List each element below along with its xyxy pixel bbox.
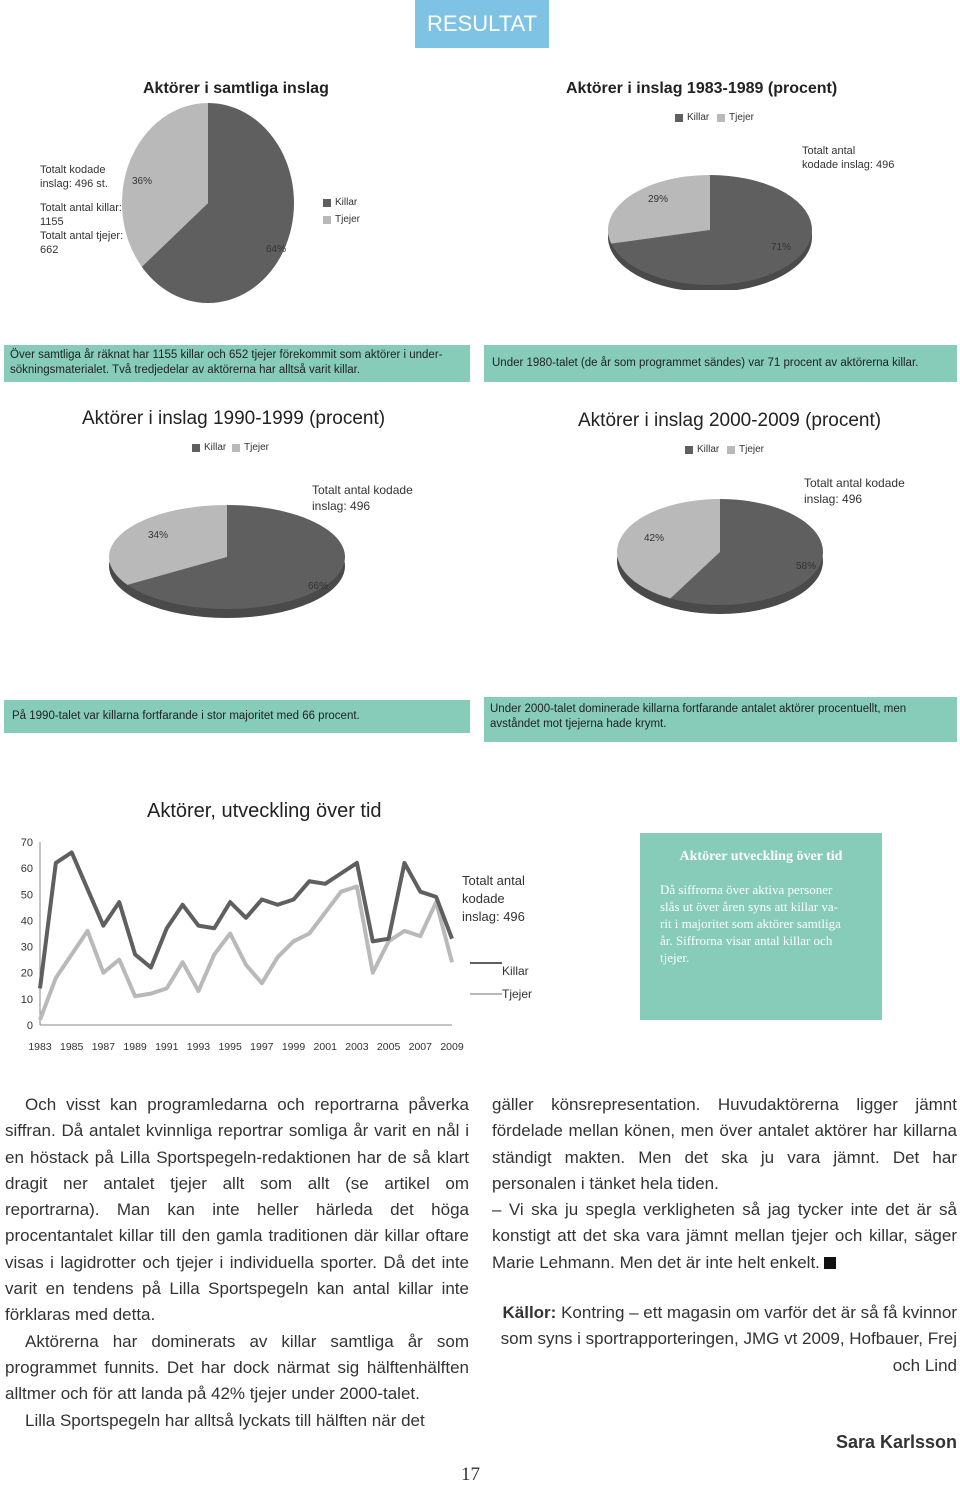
line-legend-swatch-tjejer: [470, 993, 502, 995]
caption-all-years: [4, 345, 470, 382]
pie3-info-line: Totalt antal kodade: [312, 483, 413, 497]
pie3-title: Aktörer i inslag 1990-1999 (procent): [82, 408, 386, 429]
pie2-info-line: Totalt antal: [802, 145, 856, 157]
section-title: RESULTAT: [426, 11, 537, 36]
legend-swatch-dark: [323, 199, 331, 207]
pie1-info-line: Totalt antal tjejer:: [40, 230, 124, 242]
info-box-line: år. Siffrorna visar antal killar och: [660, 933, 833, 948]
x-tick-label: 1991: [155, 1041, 179, 1053]
y-tick-label: 30: [20, 941, 33, 954]
pie3-label-dark: 66%: [308, 581, 329, 592]
line-legend-swatch-killar: [470, 962, 502, 964]
y-tick-label: 20: [20, 967, 33, 980]
x-tick-label: 1997: [250, 1041, 274, 1053]
line-chart-title: Aktörer, utveckling över tid: [147, 800, 382, 822]
pie3-info-line: inslag: 496: [312, 499, 371, 513]
article-paragraph: Aktörerna har dominerats av killar samtliga år som programmet funnits. Det har dock närmat sig hälftenhälften alltmer och för att landa på 42% tjejer under 2000-talet.: [5, 1331, 469, 1404]
pie1-info: [40, 163, 123, 257]
legend-swatch-dark: [192, 444, 200, 452]
article-paragraph: Och visst kan programledarna och reportrarna påverka siffran. Då antalet kvinnliga reportrar somliga år varit en nål i en höstack på Lilla Sportspegeln-redaktionen har de så klart dragit ner antalet tjejer allt som allt (se artikel om reportrarna). Man kan inte heller härleda det höga procentantalet killar till den gamla traditionen där killar oftare visas i lagidrotter och tjejer i individuella sporter. Då det inte varit en tendens på Lilla Sportspegeln kan antal killar inte förklaras med detta.: [5, 1095, 469, 1325]
pie1-label-light: 36%: [132, 176, 153, 187]
line-legend-killar: Killar: [502, 964, 529, 978]
info-box-title: Aktörer utveckling över tid: [679, 849, 843, 864]
page-number: 17: [461, 1464, 480, 1485]
pie1-chart: [119, 102, 299, 306]
section-header: [415, 0, 549, 48]
x-tick-label: 2001: [313, 1041, 337, 1053]
pie1-legend-tjejer: [323, 214, 360, 225]
end-mark-icon: [824, 1257, 836, 1269]
y-tick-label: 40: [20, 915, 33, 928]
info-box-line: rit i majoritet som aktörer samtliga: [660, 916, 841, 931]
x-tick-label: 2005: [376, 1041, 401, 1053]
series-line-tjejer: [40, 886, 452, 1019]
article-left-column: [5, 1092, 469, 1434]
legend-label: Killar: [687, 112, 710, 123]
legend-label: Killar: [335, 197, 358, 208]
info-box-line: slås ut över åren syns att killar va-: [660, 899, 838, 914]
pie3-chart: [100, 500, 360, 630]
article-paragraph: Lilla Sportspegeln har alltså lyckats till hälften när det: [25, 1410, 425, 1430]
x-tick-label: 1993: [186, 1041, 211, 1053]
pie3-label-light: 34%: [148, 530, 169, 541]
caption-line: Under 1980-talet (de år som programmet sändes) var 71 procent av aktörerna killar.: [492, 357, 919, 369]
pie1-info-line: inslag: 496 st.: [40, 178, 108, 190]
legend-swatch-dark: [675, 114, 683, 122]
x-tick-label: 1985: [60, 1041, 84, 1053]
legend-label: Tjejer: [739, 444, 765, 455]
line-legend-tjejer: Tjejer: [502, 987, 533, 1001]
pie1-title: Aktörer i samtliga inslag: [143, 80, 329, 97]
pie4-info-line: inslag: 496: [804, 492, 863, 506]
pie4-info-line: Totalt antal kodade: [804, 476, 905, 490]
x-tick-label: 2007: [408, 1041, 432, 1053]
legend-swatch-light: [323, 216, 331, 224]
line-info-line: Totalt antal: [462, 873, 525, 888]
pie2-chart: [600, 170, 830, 290]
legend-label: Tjejer: [244, 442, 270, 453]
pie1-info-line: Totalt antal killar:: [40, 202, 122, 214]
caption-line: På 1990-talet var killarna fortfarande i stor majoritet med 66 procent.: [12, 710, 360, 722]
legend-label: Killar: [204, 442, 227, 453]
legend-swatch-light: [727, 446, 735, 454]
legend-label: Tjejer: [335, 214, 361, 225]
pie3-legend-killar: [192, 442, 226, 453]
x-tick-label: 1983: [28, 1041, 52, 1053]
line-chart-info: [462, 872, 525, 926]
legend-swatch-light: [232, 444, 240, 452]
author-byline: Sara Karlsson: [835, 1432, 957, 1452]
article-paragraph: – Vi ska ju spegla verkligheten så jag tycker inte det är så konstigt att det ska vara jämnt mellan tjejer och killar, säger Marie Lehmann. Men det är inte helt enkelt.: [492, 1200, 957, 1272]
caption-line: Över samtliga år räknat har 1155 killar och 652 tjejer förekommit som aktörer i under-: [10, 349, 443, 361]
caption-1990s: [4, 700, 470, 733]
pie4-title: Aktörer i inslag 2000-2009 (procent): [578, 410, 882, 431]
caption-line: Under 2000-talet dominerade killarna fortfarande antalet aktörer procentuellt, men: [490, 703, 907, 715]
sources-label: Källor:: [502, 1303, 557, 1322]
line-info-line: kodade: [462, 891, 505, 906]
pie1-info-line: Totalt kodade: [40, 164, 106, 176]
x-tick-label: 1989: [123, 1041, 147, 1053]
y-tick-label: 50: [20, 889, 33, 902]
pie3-legend-tjejer: [232, 442, 269, 453]
pie4-label-dark: 58%: [796, 561, 817, 572]
pie2-info-line: kodade inslag: 496: [802, 159, 895, 171]
pie2-legend-killar: [675, 112, 709, 123]
pie4-label-light: 42%: [644, 533, 665, 544]
y-tick-label: 60: [20, 863, 33, 876]
sources: [492, 1300, 957, 1379]
pie1-label-dark: 64%: [266, 244, 287, 255]
pie2-label-light: 29%: [648, 194, 669, 205]
pie2-title: Aktörer i inslag 1983-1989 (procent): [566, 80, 838, 97]
info-box: [640, 833, 882, 1020]
pie4-legend-tjejer: [727, 444, 764, 455]
legend-label: Killar: [697, 444, 720, 455]
article-paragraph: gäller könsrepresentation. Huvudaktörerna ligger jämnt fördelade mellan könen, men över antalet aktörer har killarna ständigt makten. Men det ska ju vara jämnt. Det har personalen i tänket hela tiden.: [492, 1095, 957, 1193]
y-tick-label: 0: [26, 1020, 33, 1032]
legend-swatch-light: [717, 114, 725, 122]
caption-2000s: [484, 697, 957, 742]
x-tick-label: 2003: [345, 1041, 369, 1053]
caption-line: avståndet mot tjejerna hade krymt.: [490, 718, 667, 730]
pie1-info-line: 1155: [40, 216, 64, 228]
line-info-line: inslag: 496: [462, 909, 525, 924]
sources-text: Kontring – ett magasin om varför det är så få kvinnor som syns i sportrapporteringen, JMG vt 2009, Hofbauer, Frej och Lind: [500, 1303, 957, 1375]
pie1-info-line: 662: [40, 244, 59, 256]
caption-1980s: [484, 345, 957, 382]
x-tick-label: 1987: [91, 1041, 116, 1053]
pie4-legend-killar: [685, 444, 719, 455]
line-chart: [0, 825, 470, 1060]
pie1-legend-killar: [323, 197, 357, 208]
x-tick-label: 1995: [218, 1041, 242, 1053]
info-box-line: tjejer.: [660, 950, 690, 965]
legend-swatch-dark: [685, 446, 693, 454]
x-tick-label: 2009: [440, 1041, 464, 1053]
legend-label: Tjejer: [729, 112, 755, 123]
caption-line: sökningsmaterialet. Två tredjedelar av aktörerna har alltså varit killar.: [10, 364, 361, 376]
pie2-legend-tjejer: [717, 112, 754, 123]
pie2-info: [802, 144, 894, 172]
y-tick-label: 70: [20, 837, 33, 849]
x-tick-label: 1999: [281, 1041, 306, 1053]
pie2-label-dark: 71%: [771, 242, 792, 253]
article-right-column: [492, 1092, 957, 1276]
y-tick-label: 10: [20, 993, 33, 1006]
info-box-line: Då siffrorna över aktiva personer: [660, 882, 833, 897]
